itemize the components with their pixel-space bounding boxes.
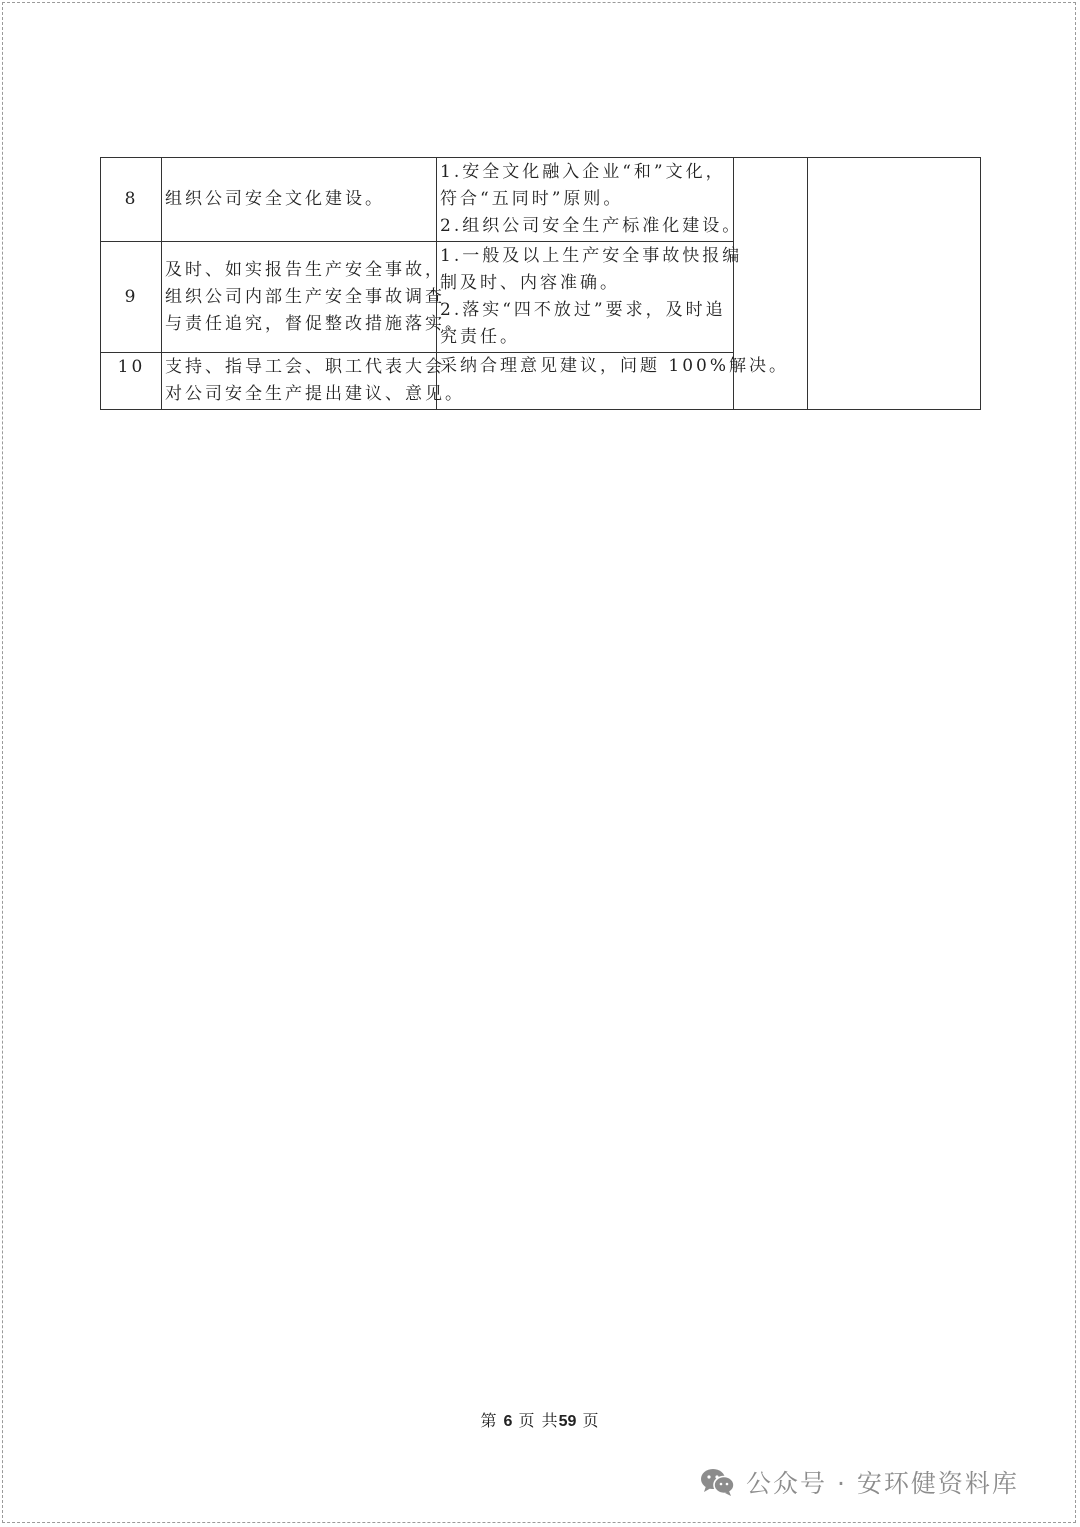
responsibility-table	[100, 157, 981, 410]
duty-cell	[162, 158, 437, 242]
total-page-count: 59	[558, 1413, 577, 1430]
duty-cell	[162, 353, 465, 410]
footer-middle: 页 共	[518, 1411, 559, 1430]
standard-line: 1.安全文化融入企业“和”文化，	[440, 162, 726, 182]
standard-cell	[437, 158, 743, 242]
duty-line: 与责任追究，督促整改措施落实。	[165, 313, 465, 334]
duty-line: 支持、指导工会、职工代表大会	[165, 357, 445, 377]
page-footer	[0, 1408, 1080, 1431]
standard-line: 采纳合理意见建议，问题 100%解决。	[440, 356, 790, 376]
duty-cell	[162, 242, 465, 353]
duty-line: 组织公司安全文化建设。	[165, 189, 385, 209]
standard-cell	[437, 242, 743, 353]
row-number: 10	[101, 353, 162, 410]
standard-line: 2.组织公司安全生产标准化建设。	[440, 216, 743, 236]
footer-prefix: 第	[480, 1411, 498, 1430]
wechat-icon	[700, 1467, 736, 1497]
standard-line: 1.一般及以上生产安全事故快报编	[440, 246, 743, 266]
row-number: 8	[101, 158, 162, 242]
duty-line: 及时、如实报告生产安全事故，	[165, 259, 445, 280]
standard-line: 2.落实“四不放过”要求，及时追	[440, 300, 726, 320]
standard-cell	[437, 353, 790, 410]
watermark-text: 公众号 · 安环健资料库	[746, 1469, 1019, 1498]
row-number: 9	[101, 242, 162, 353]
empty-cell	[808, 158, 981, 410]
standard-line: 符合“五同时”原则。	[440, 189, 624, 209]
standard-line: 制及时、内容准确。	[440, 273, 620, 293]
duty-line: 对公司安全生产提出建议、意见。	[165, 384, 465, 404]
current-page-number: 6	[503, 1413, 513, 1430]
footer-suffix: 页	[582, 1411, 600, 1430]
watermark	[700, 1462, 1019, 1502]
table-row	[101, 158, 981, 242]
standard-line: 究责任。	[440, 327, 520, 347]
duty-line: 组织公司内部生产安全事故调查	[165, 286, 445, 307]
